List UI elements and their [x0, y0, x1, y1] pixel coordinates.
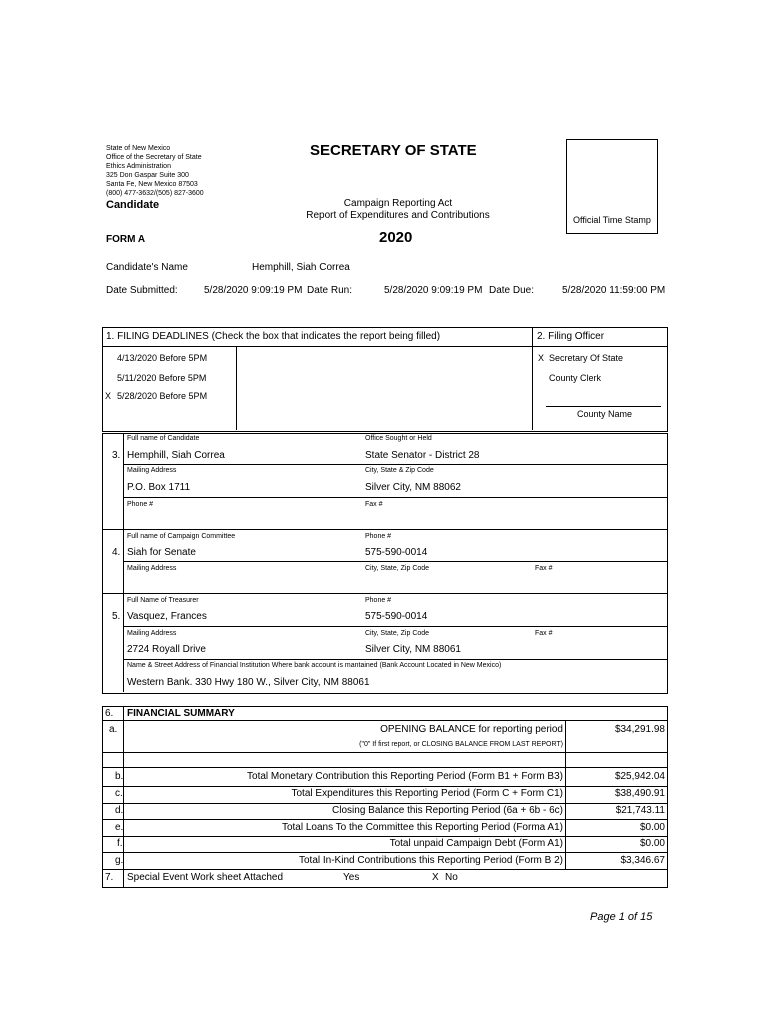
city-state-zip-label: City, State, Zip Code — [365, 630, 430, 637]
office-sought-label: Office Sought or Held — [365, 435, 432, 442]
stamp-label: Official Time Stamp — [573, 215, 651, 225]
phone-label: Phone # — [365, 533, 392, 540]
committee-phone-value[interactable]: 575-590-0014 — [365, 547, 428, 558]
summary-row-label: Total In-Kind Contributions this Reporting Period (Form B 2) — [298, 855, 563, 866]
section-number: 5. — [112, 611, 121, 622]
summary-row-label: Total Expenditures this Reporting Period (Form C + Form C1) — [291, 788, 563, 799]
treasurer-phone-value[interactable]: 575-590-0014 — [365, 611, 428, 622]
opening-balance-value[interactable]: $34,291.98 — [614, 724, 665, 735]
summary-row-label: Total Monetary Contribution this Reporting Period (Form B1 + Form B3) — [247, 771, 563, 782]
row-letter: b. — [115, 771, 124, 782]
treasurer-city-value[interactable]: Silver City, NM 88061 — [365, 644, 461, 655]
address-line: Ethics Administration — [106, 163, 171, 170]
page-number: Page 1 of 15 — [590, 911, 653, 923]
agency-address — [106, 144, 204, 198]
treasurer-name-value[interactable]: Vasquez, Frances — [127, 611, 207, 622]
treasurer-address-value[interactable]: 2724 Royall Drive — [127, 644, 206, 655]
fax-label: Fax # — [535, 565, 553, 572]
date-submitted-label: Date Submitted: — [106, 285, 178, 296]
treasurer-name-label: Full Name of Treasurer — [127, 597, 199, 604]
row-letter: f. — [117, 838, 123, 849]
row-letter: e. — [115, 822, 124, 833]
opening-balance-label: OPENING BALANCE for reporting period — [380, 724, 563, 735]
candidate-fullname-label: Full name of Candidate — [127, 435, 200, 442]
mailing-address-label: Mailing Address — [127, 565, 177, 572]
act-title — [300, 198, 496, 222]
act-line: Campaign Reporting Act — [343, 198, 453, 209]
row-letter: a. — [109, 724, 118, 735]
officer-option: County Clerk — [549, 373, 602, 383]
summary-row-label: Total unpaid Campaign Debt (Form A1) — [389, 838, 563, 849]
phone-label: Phone # — [365, 597, 392, 604]
committee-name-value[interactable]: Siah for Senate — [127, 547, 196, 558]
summary-row-value[interactable]: $0.00 — [639, 822, 665, 833]
candidate-fullname-value[interactable]: Hemphill, Siah Correa — [127, 450, 225, 461]
date-due-label: Date Due: — [489, 285, 535, 296]
fax-label: Fax # — [365, 501, 383, 508]
section-number: 7. — [105, 872, 114, 883]
section-number: 4. — [112, 547, 121, 558]
mailing-address-label: Mailing Address — [127, 467, 177, 474]
committee-name-label: Full name of Campaign Committee — [127, 533, 236, 540]
address-line: 325 Don Gaspar Suite 300 — [106, 172, 189, 179]
summary-row-value[interactable]: $21,743.11 — [615, 805, 665, 816]
act-line: Report of Expenditures and Contributions — [306, 210, 490, 221]
fax-label: Fax # — [535, 630, 553, 637]
address-line: State of New Mexico — [106, 145, 171, 152]
financial-summary-header: FINANCIAL SUMMARY — [127, 708, 235, 719]
summary-row-label: Closing Balance this Reporting Period (6a + 6b - 6c) — [332, 805, 563, 816]
section-number: 6. — [105, 708, 114, 719]
summary-row-value[interactable]: $3,346.67 — [620, 855, 665, 866]
county-name-line[interactable] — [546, 406, 661, 407]
deadline-option: 5/28/2020 Before 5PM — [117, 391, 208, 401]
candidate-name-label: Candidate's Name — [106, 262, 188, 273]
date-submitted-value: 5/28/2020 9:09:19 PM — [204, 285, 303, 296]
row-letter: c. — [115, 788, 123, 799]
city-state-zip-label: City, State, Zip Code — [365, 565, 430, 572]
bank-label: Name & Street Address of Financial Institution Where bank account is mantained (Bank Account Located in New Mexico) — [127, 662, 502, 669]
section-number: 3. — [112, 450, 121, 461]
officer-option: Secretary Of State — [549, 353, 624, 363]
phone-label: Phone # — [127, 501, 154, 508]
address-line: Santa Fe, New Mexico 87503 — [106, 181, 198, 188]
special-event-no[interactable]: No — [445, 872, 458, 883]
city-state-zip-label: City, State & Zip Code — [365, 467, 434, 474]
candidate-heading: Candidate — [106, 199, 160, 211]
special-event-no-check[interactable]: X — [432, 872, 439, 883]
candidate-name-value: Hemphill, Siah Correa — [252, 262, 350, 273]
summary-row-value[interactable]: $0.00 — [639, 838, 665, 849]
office-sought-value[interactable]: State Senator - District 28 — [365, 450, 480, 461]
county-name-label: County Name — [577, 409, 633, 419]
mailing-address-label: Mailing Address — [127, 630, 177, 637]
row-letter: d. — [115, 805, 124, 816]
filing-officer-header: 2. Filing Officer — [537, 331, 605, 342]
special-event-yes[interactable]: Yes — [343, 872, 360, 883]
form-label: FORM A — [106, 234, 146, 245]
special-event-label: Special Event Work sheet Attached — [127, 872, 284, 883]
date-due-value: 5/28/2020 11:59:00 PM — [562, 285, 666, 296]
deadline-option: 4/13/2020 Before 5PM — [117, 353, 208, 363]
address-line: (800) 477-3632/(505) 827-3600 — [106, 190, 204, 197]
officer-checkbox[interactable]: X — [538, 353, 545, 363]
deadline-option: 5/11/2020 Before 5PM — [117, 373, 207, 383]
address-line: Office of the Secretary of State — [106, 154, 202, 161]
row-letter: g. — [115, 855, 124, 866]
date-run-label: Date Run: — [307, 285, 353, 296]
mailing-address-value[interactable]: P.O. Box 1711 — [127, 482, 191, 493]
report-year: 2020 — [379, 229, 413, 246]
summary-row-value[interactable]: $25,942.04 — [614, 771, 665, 782]
page-title: SECRETARY OF STATE — [310, 142, 477, 159]
summary-row-value[interactable]: $38,490.91 — [614, 788, 665, 799]
deadline-checkbox[interactable]: X — [105, 391, 112, 401]
city-state-zip-value[interactable]: Silver City, NM 88062 — [365, 482, 461, 493]
date-run-value: 5/28/2020 9:09:19 PM — [384, 285, 483, 296]
filing-deadlines-header: 1. FILING DEADLINES (Check the box that indicates the report being filled) — [106, 331, 441, 342]
bank-value[interactable]: Western Bank. 330 Hwy 180 W., Silver City, NM 88061 — [127, 677, 370, 688]
opening-balance-note: ("0" If first report, or CLOSING BALANCE FROM LAST REPORT) — [359, 741, 563, 748]
summary-row-label: Total Loans To the Committee this Reporting Period (Forma A1) — [281, 822, 563, 833]
